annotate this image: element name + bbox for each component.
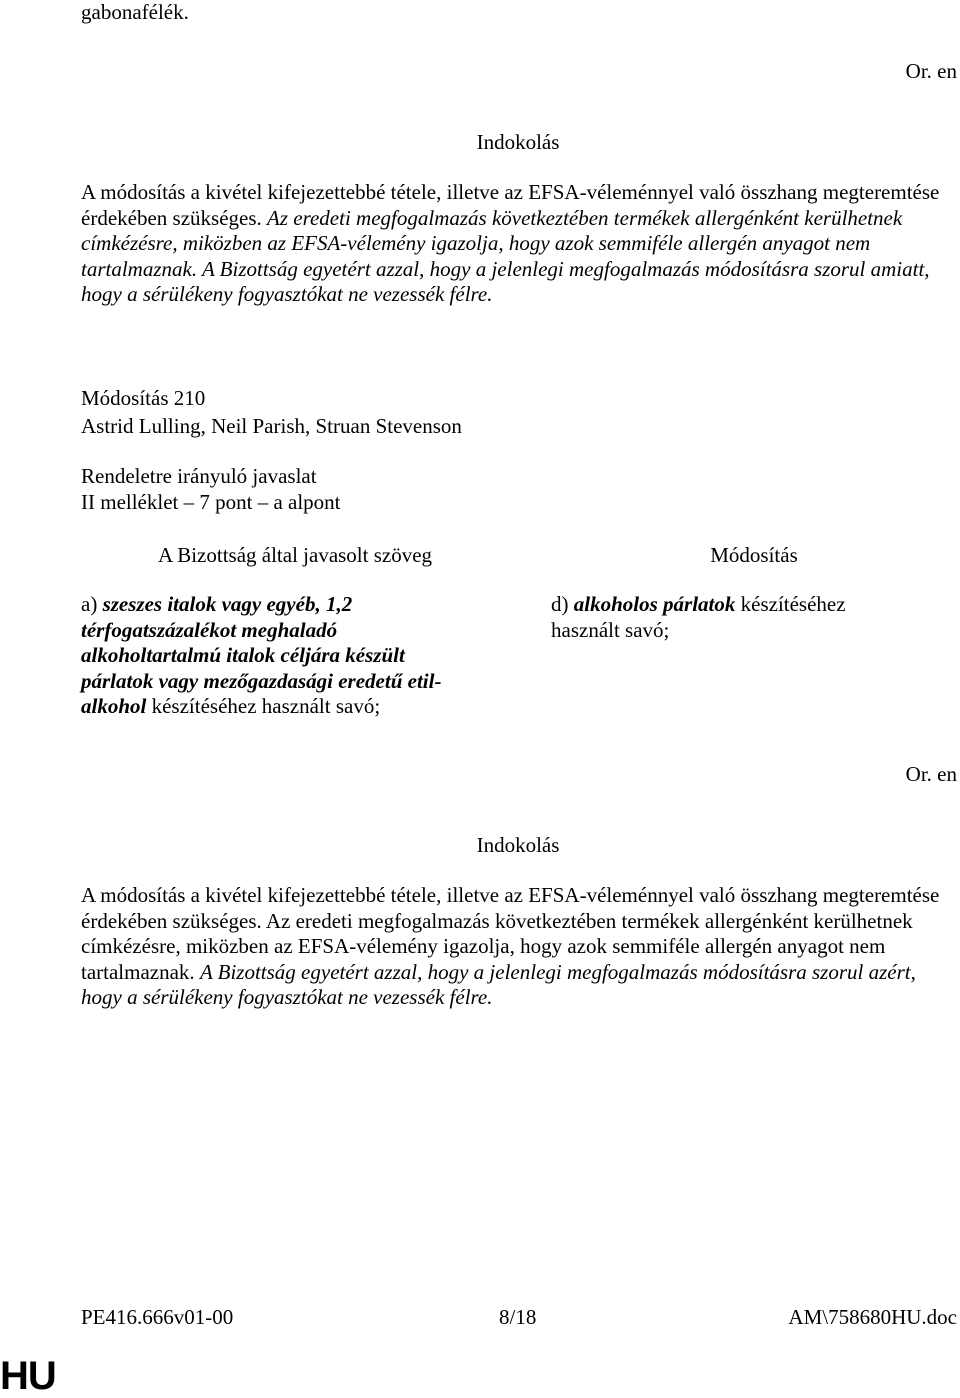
justification-text-2: A módosítás a kivétel kifejezettebbé tétele, illetve az EFSA-véleménnyel való összhang megteremtése érdekében szükséges. Az eredeti megfogalmazás következtében termékek allergénként kerülhetnek címkézésre, miközben az EFSA-vélemény igazolja, hogy azok semmiféle allergén anyagot nem tartalmaznak. A Bizottság egyetért azzal, hogy a jelenlegi megfogalmazás módosításra szorul azért, hogy a sérülékeny fogyasztókat ne vezessék félre. — [81, 883, 940, 1010]
continuation-text: gabonafélék. — [81, 0, 189, 24]
proposal-type: Rendeletre irányuló javaslat — [81, 464, 317, 488]
justification-heading-2: Indokolás — [476, 833, 560, 857]
amendment-authors: Astrid Lulling, Neil Parish, Struan Stevenson — [81, 414, 462, 438]
justification-text: A módosítás a kivétel kifejezettebbé tétele, illetve az EFSA-véleménnyel való összhang megteremtése érdekében szükséges. Az eredeti megfogalmazás következtében termékek allergénként kerülhetnek címkézésre, miközben az EFSA-vélemény igazolja, hogy azok semmiféle allergén anyagot nem tartalmaznak. A Bizottság egyetért azzal, hogy a jelenlegi megfogalmazás módosításra szorul amiatt, hogy a sérülékeny fogyasztókat ne vezessék félre. — [81, 180, 940, 307]
footer-file-name: AM\758680HU.doc — [788, 1305, 957, 1329]
original-language-2: Or. en — [905, 762, 957, 786]
amendment-text-cell: d) alkoholos párlatok készítéséhez használt savó; — [551, 592, 846, 642]
amendment-number: Módosítás 210 — [81, 386, 206, 410]
column-header-commission-text: A Bizottság által javasolt szöveg — [157, 543, 433, 567]
footer-doc-ref: PE416.666v01-00 — [81, 1305, 234, 1329]
justification-heading: Indokolás — [476, 130, 560, 154]
column-header-amendment: Módosítás — [710, 543, 798, 567]
language-code: HU — [0, 1354, 56, 1398]
amendment-reference: II melléklet – 7 pont – a alpont — [81, 490, 341, 514]
commission-text-cell: a) szeszes italok vagy egyéb, 1,2 térfogatszázalékot meghaladó alkoholtartalmú italok céljára készült párlatok vagy mezőgazdasági eredetű etil- alkohol készítéséhez használt savó; — [81, 592, 442, 719]
footer-page-number: 8/18 — [499, 1305, 537, 1329]
original-language: Or. en — [905, 59, 957, 83]
